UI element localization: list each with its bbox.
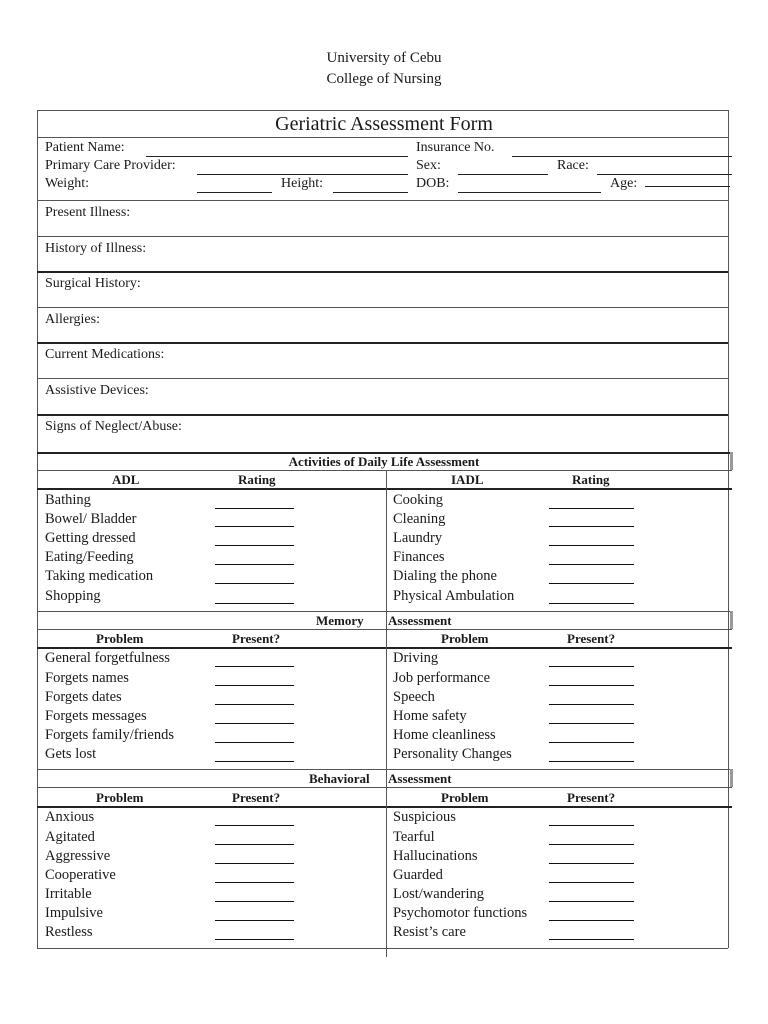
- behavioral-present-blank[interactable]: [215, 825, 294, 826]
- behavioral-present-blank[interactable]: [215, 939, 294, 940]
- behavioral-item-right: Tearful: [393, 829, 435, 845]
- memory-present-blank-right[interactable]: [549, 723, 634, 724]
- iadl-item: Laundry: [393, 530, 443, 546]
- race-field[interactable]: [597, 174, 732, 175]
- behavioral-present-blank-right[interactable]: [549, 844, 634, 845]
- current-medications-label: Current Medications:: [45, 347, 165, 362]
- assistive-devices-label: Assistive Devices:: [45, 383, 149, 398]
- iadl-rating-blank[interactable]: [549, 545, 634, 546]
- memory-title-right: Assessment: [388, 613, 452, 628]
- behavioral-present-blank-right[interactable]: [549, 882, 634, 883]
- behavioral-item: Restless: [45, 924, 93, 940]
- memory-present-blank[interactable]: [215, 685, 294, 686]
- memory-problem-header: Problem: [96, 631, 144, 646]
- form-top-border: [37, 110, 728, 111]
- adl-rating-blank[interactable]: [215, 603, 294, 604]
- behavioral-present-blank-right[interactable]: [549, 939, 634, 940]
- behavioral-present-header-right: Present?: [567, 790, 616, 805]
- behavioral-header-divider: [37, 806, 732, 808]
- memory-item-right: Speech: [393, 689, 435, 705]
- allergies-label: Allergies:: [45, 312, 100, 327]
- memory-item: Forgets family/friends: [45, 727, 175, 743]
- memory-present-blank-right[interactable]: [549, 685, 634, 686]
- behavioral-item: Anxious: [45, 809, 95, 825]
- patient-name-field[interactable]: [146, 156, 408, 157]
- behavioral-item: Irritable: [45, 886, 92, 902]
- row-divider: [37, 271, 728, 273]
- memory-section-top: [37, 611, 732, 612]
- memory-present-blank-right[interactable]: [549, 761, 634, 762]
- form-right-border: [728, 110, 729, 948]
- row-divider: [37, 342, 728, 344]
- sex-field[interactable]: [458, 174, 548, 175]
- behavioral-present-blank[interactable]: [215, 920, 294, 921]
- behavioral-title-divider: [37, 787, 732, 788]
- weight-field[interactable]: [197, 192, 272, 193]
- history-of-illness-label: History of Illness:: [45, 241, 147, 256]
- behavioral-item-right: Suspicious: [393, 809, 456, 825]
- iadl-item: Dialing the phone: [393, 568, 497, 584]
- adl-rating-blank[interactable]: [215, 526, 294, 527]
- form-bottom-border: [37, 948, 728, 949]
- adl-title-divider: [37, 470, 732, 471]
- behavioral-present-blank[interactable]: [215, 882, 294, 883]
- insurance-no-label: Insurance No.: [416, 140, 495, 155]
- race-label: Race:: [557, 158, 589, 173]
- memory-present-blank-right[interactable]: [549, 742, 634, 743]
- title-divider: [37, 137, 728, 138]
- iadl-item: Cooking: [393, 492, 443, 508]
- behavioral-item: Aggressive: [45, 848, 111, 864]
- signs-of-neglect-label: Signs of Neglect/Abuse:: [45, 419, 182, 434]
- memory-present-blank[interactable]: [215, 761, 294, 762]
- behavioral-item-right: Resist’s care: [393, 924, 466, 940]
- iadl-rating-blank[interactable]: [549, 508, 634, 509]
- iadl-item: Cleaning: [393, 511, 446, 527]
- iadl-item: Physical Ambulation: [393, 588, 515, 604]
- dob-field[interactable]: [458, 192, 601, 193]
- memory-item-right: Home safety: [393, 708, 467, 724]
- behavioral-item-right: Hallucinations: [393, 848, 478, 864]
- adl-item: Eating/Feeding: [45, 549, 134, 565]
- height-field[interactable]: [333, 192, 408, 193]
- insurance-no-field[interactable]: [512, 156, 732, 157]
- behavioral-problem-header: Problem: [96, 790, 144, 805]
- memory-present-blank-right[interactable]: [549, 704, 634, 705]
- dob-label: DOB:: [416, 176, 450, 191]
- memory-header-divider: [37, 647, 732, 649]
- weight-label: Weight:: [45, 176, 89, 191]
- memory-item-right: Home cleanliness: [393, 727, 496, 743]
- age-label: Age:: [610, 176, 638, 191]
- memory-item: Forgets messages: [45, 708, 147, 724]
- age-field[interactable]: [645, 186, 730, 187]
- memory-item-right: Job performance: [393, 670, 491, 686]
- memory-item: Gets lost: [45, 746, 97, 762]
- memory-present-blank-right[interactable]: [549, 666, 634, 667]
- height-label: Height:: [281, 176, 323, 191]
- memory-problem-header-right: Problem: [441, 631, 489, 646]
- adl-header-divider: [37, 488, 732, 490]
- memory-title-left: Memory: [316, 613, 364, 628]
- memory-present-blank[interactable]: [215, 742, 294, 743]
- college-name: College of Nursing: [326, 71, 442, 87]
- memory-item: Forgets names: [45, 670, 129, 686]
- adl-rating-blank[interactable]: [215, 508, 294, 509]
- iadl-rating-blank[interactable]: [549, 583, 634, 584]
- patient-name-label: Patient Name:: [45, 140, 125, 155]
- form-title: Geriatric Assessment Form: [275, 113, 493, 135]
- iadl-column-header: IADL: [451, 472, 484, 487]
- memory-item-right: Personality Changes: [393, 746, 512, 762]
- row-divider: [37, 378, 728, 379]
- sex-label: Sex:: [416, 158, 441, 173]
- iadl-rating-blank[interactable]: [549, 526, 634, 527]
- behavioral-present-blank-right[interactable]: [549, 825, 634, 826]
- surgical-history-label: Surgical History:: [45, 276, 141, 291]
- memory-item: Forgets dates: [45, 689, 122, 705]
- center-column-divider: [386, 470, 387, 957]
- memory-present-header: Present?: [232, 631, 281, 646]
- iadl-item: Finances: [393, 549, 445, 565]
- row-divider: [37, 307, 728, 308]
- behavioral-present-blank[interactable]: [215, 844, 294, 845]
- primary-care-provider-label: Primary Care Provider:: [45, 158, 176, 173]
- right-edge-marker: [730, 452, 733, 470]
- memory-present-header-right: Present?: [567, 631, 616, 646]
- adl-rating-header: Rating: [238, 472, 276, 487]
- behavioral-present-blank-right[interactable]: [549, 901, 634, 902]
- memory-item: General forgetfulness: [45, 650, 170, 666]
- adl-rating-blank[interactable]: [215, 564, 294, 565]
- memory-present-blank[interactable]: [215, 704, 294, 705]
- behavioral-item-right: Lost/wandering: [393, 886, 485, 902]
- row-divider: [37, 414, 728, 416]
- behavioral-present-header: Present?: [232, 790, 281, 805]
- iadl-rating-blank[interactable]: [549, 603, 634, 604]
- present-illness-label: Present Illness:: [45, 205, 131, 220]
- adl-item: Bowel/ Bladder: [45, 511, 137, 527]
- primary-care-provider-field[interactable]: [197, 174, 408, 175]
- patient-info-divider: [37, 200, 728, 201]
- adl-rating-blank[interactable]: [215, 583, 294, 584]
- behavioral-present-blank-right[interactable]: [549, 920, 634, 921]
- behavioral-item: Agitated: [45, 829, 95, 845]
- memory-present-blank[interactable]: [215, 723, 294, 724]
- behavioral-item-right: Psychomotor functions: [393, 905, 528, 921]
- institution-name: University of Cebu: [326, 50, 442, 66]
- memory-item-right: Driving: [393, 650, 439, 666]
- adl-item: Taking medication: [45, 568, 154, 584]
- adl-rating-blank[interactable]: [215, 545, 294, 546]
- adl-item: Getting dressed: [45, 530, 136, 546]
- memory-title-divider: [37, 629, 732, 630]
- adl-item: Bathing: [45, 492, 91, 508]
- behavioral-present-blank-right[interactable]: [549, 863, 634, 864]
- behavioral-item-right: Guarded: [393, 867, 443, 883]
- iadl-rating-header: Rating: [572, 472, 610, 487]
- behavioral-section-top: [37, 769, 732, 770]
- right-edge-marker: [730, 769, 733, 787]
- adl-column-header: ADL: [112, 472, 140, 487]
- adl-item: Shopping: [45, 588, 101, 604]
- behavioral-present-blank[interactable]: [215, 901, 294, 902]
- behavioral-present-blank[interactable]: [215, 863, 294, 864]
- behavioral-title-left: Behavioral: [309, 771, 370, 786]
- memory-present-blank[interactable]: [215, 666, 294, 667]
- behavioral-item: Cooperative: [45, 867, 116, 883]
- behavioral-title-right: Assessment: [388, 771, 452, 786]
- iadl-rating-blank[interactable]: [549, 564, 634, 565]
- row-divider: [37, 236, 728, 237]
- adl-section-title: Activities of Daily Life Assessment: [288, 454, 480, 469]
- behavioral-item: Impulsive: [45, 905, 103, 921]
- behavioral-problem-header-right: Problem: [441, 790, 489, 805]
- right-edge-marker: [730, 611, 733, 629]
